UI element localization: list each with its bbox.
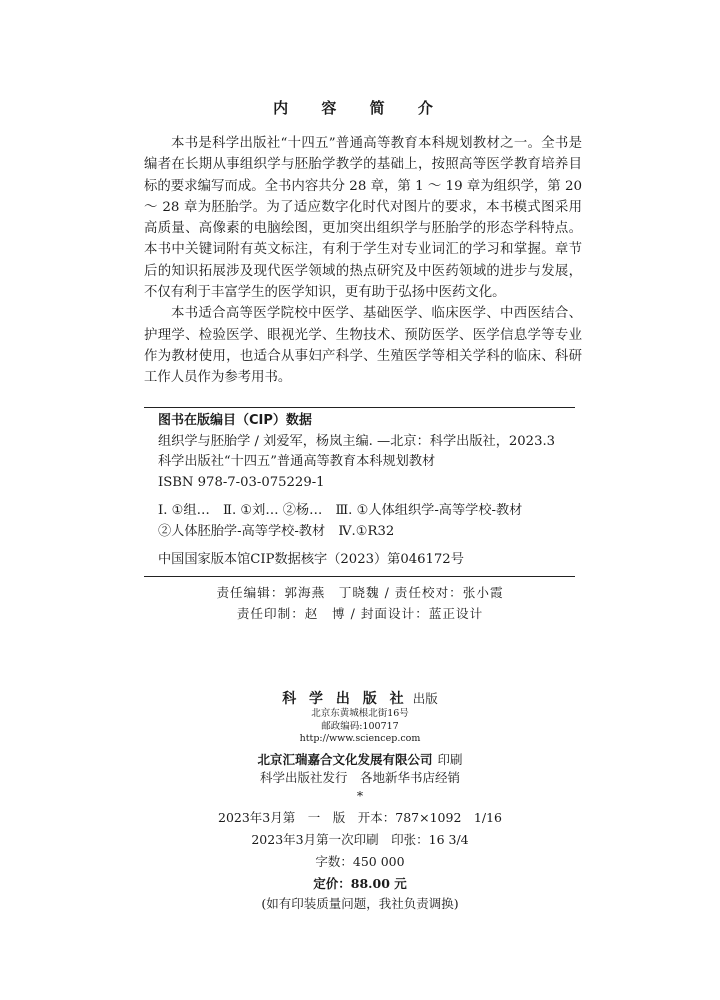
cip-line-series: 科学出版社“十四五”普通高等教育本科规划教材 — [158, 454, 436, 469]
cip-line-title: 组织学与胚胎学 / 刘爱军，杨岚主编. —北京：科学出版社，2023.3 — [158, 433, 556, 449]
cip-line-classification-1: Ⅰ. ①组… Ⅱ. ①刘… ②杨… Ⅲ. ①人体组织学-高等学校-教材 — [158, 503, 523, 518]
cip-line-isbn: ISBN 978-7-03-075229-1 — [158, 474, 325, 490]
cip-heading: 图书在版编目（CIP）数据 — [158, 413, 312, 428]
editors-line-1: 责任编辑：郭海燕 丁晓魏 / 责任校对：张小霞 — [216, 585, 504, 600]
publisher-line — [0, 688, 720, 708]
edition-line: 2023年3月第 一 版 开本：787×1092 1/16 — [218, 810, 502, 825]
intro-paragraph-2: 本书适合高等医学院校中医学、基础医学、临床医学、中西医结合、护理学、检验医学、眼视光学、生物技术、预防医学、医学信息学等专业作为教材使用，也适合从事妇产科学、生殖医学等相关学科的临床、科研工作人员作为参考用书。 — [144, 306, 582, 386]
printer-suffix: 印刷 — [437, 752, 463, 767]
cip-block — [158, 411, 588, 571]
divider-top — [144, 407, 575, 408]
printer-name: 北京汇瑞嘉合文化发展有限公司 — [257, 752, 433, 767]
printer-line — [0, 749, 720, 768]
intro-paragraph-1: 本书是科学出版社“十四五”普通高等教育本科规划教材之一。全书是编者在长期从事组织学与胚胎学教学的基础上，按照高等医学教育培养目标的要求编写而成。全书内容共分 28 章，第 1 ～ 19 章为组织学，第 20 ～ 28 章为胚胎学。为了适应数字化时代对图片的要求，本书模式图采用高质量、高像素的电脑绘图，更加突出组织学与胚胎学的形态学科特点。本书中关键词附有英文标注，有利于学生对专业词汇的学习和掌握。章节后的知识拓展涉及现代医学领域的热点研究及中医药领域的进步与发展，不仅有利于丰富学生的医学知识，更有助于弘扬中医药文化。 — [144, 136, 582, 301]
intro-text — [144, 133, 582, 389]
cip-line-number: 中国国家版本馆CIP数据核字（2023）第046172号 — [158, 552, 464, 567]
separator-star: * — [356, 788, 364, 803]
publisher-suffix: 出版 — [412, 691, 438, 706]
distribution-line: 科学出版社发行 各地新华书店经销 — [259, 770, 460, 785]
word-count-line: 字数：450 000 — [315, 854, 405, 869]
publisher-postcode: 邮政编码:100717 — [321, 720, 399, 732]
printing-line: 2023年3月第一次印刷 印张：16 3/4 — [251, 832, 469, 847]
cip-line-classification-2: ②人体胚胎学-高等学校-教材 Ⅳ.①R32 — [158, 523, 395, 539]
price-line: 定价：88.00 元 — [313, 876, 407, 891]
divider-bottom — [144, 576, 575, 577]
quality-notice: (如有印装质量问题，我社负责调换) — [261, 896, 459, 911]
publisher-name: 科 学 出 版 社 — [282, 691, 408, 707]
publisher-contact — [0, 708, 720, 746]
publisher-url: http://www.sciencep.com — [299, 733, 421, 744]
editors-line-2: 责任印制：赵 博 / 封面设计：蓝正设计 — [236, 606, 484, 621]
publisher-address: 北京东黄城根北街16号 — [311, 708, 409, 719]
page-title: 内 容 简 介 — [273, 99, 447, 117]
editors-block — [0, 582, 720, 624]
